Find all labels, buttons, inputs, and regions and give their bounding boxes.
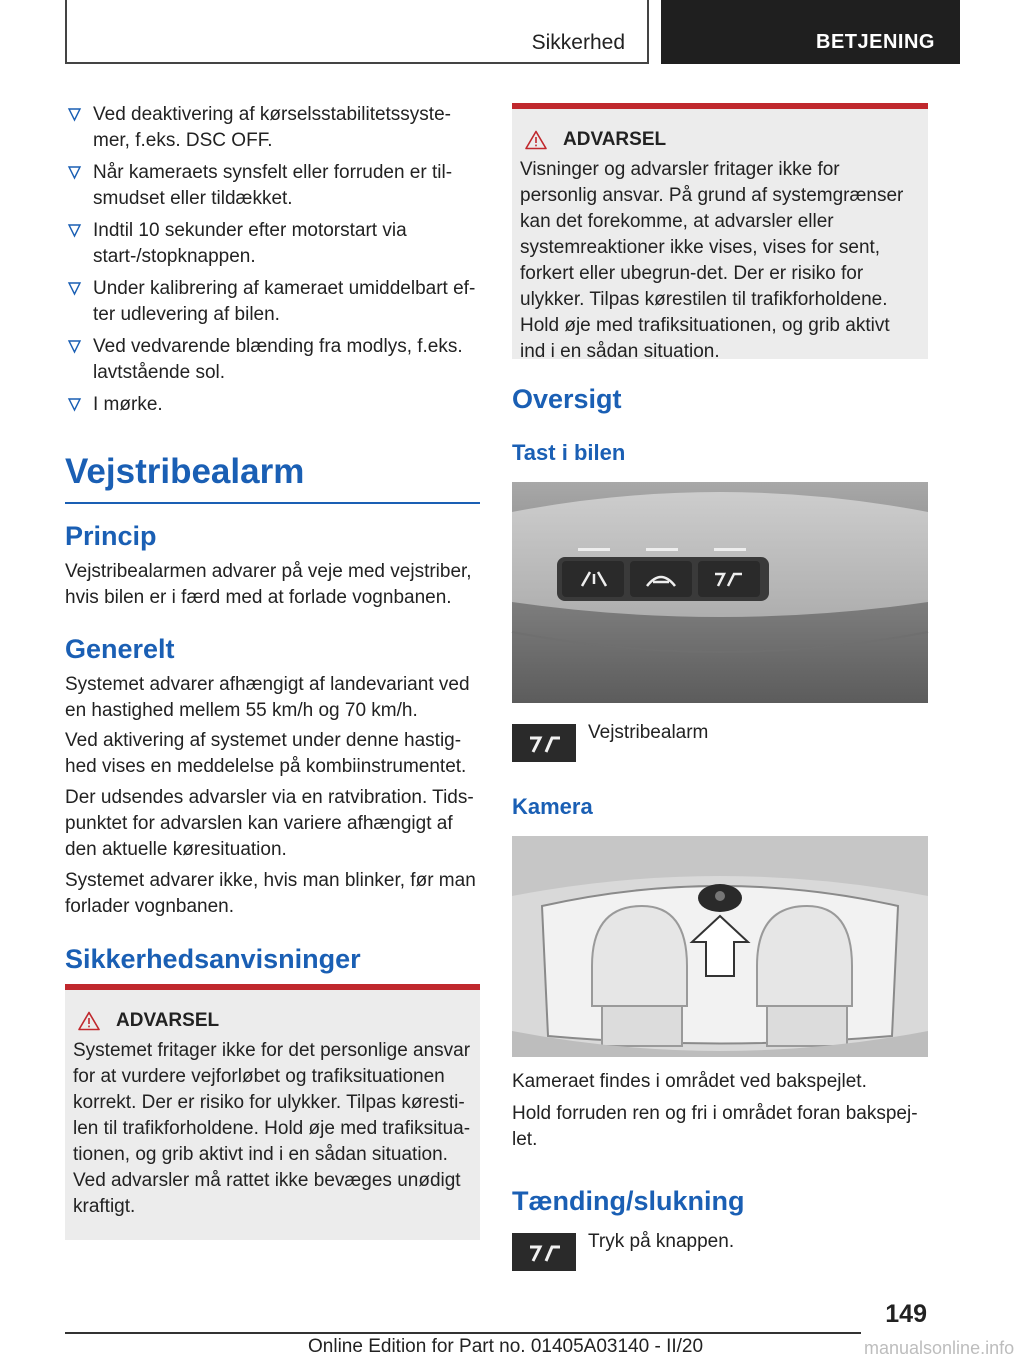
general-heading: Generelt <box>65 634 175 664</box>
button-panel-photo <box>512 482 928 703</box>
list-item <box>65 334 480 386</box>
list-item <box>65 392 480 418</box>
list-item-text: Når kameraets synsfelt eller forruden er til-smudset eller tildækket. <box>93 162 453 209</box>
camera-image <box>512 836 928 1057</box>
onoff-text: Tryk på knappen. <box>588 1231 735 1252</box>
camera-text: Kameraet findes i området ved bakspejlet. <box>512 1071 867 1092</box>
warning-box <box>65 984 480 1240</box>
safety-heading: Sikkerhedsanvisninger <box>65 944 361 974</box>
general-paragraph: Ved aktivering af systemet under denne hastig-hed vises en meddelelse på kombiinstrumentet. <box>65 730 467 777</box>
warning-header <box>73 1010 472 1032</box>
list-item <box>65 102 480 154</box>
triangle-bullet-icon <box>68 108 81 121</box>
general-paragraph: Der udsendes advarsler via en ratvibration. Tids-punktet for advarslen kan variere afhængigt af den aktuelle køresituation. <box>65 787 474 860</box>
warning-triangle-icon <box>525 130 547 150</box>
triangle-bullet-icon <box>68 282 81 295</box>
list-item-text: Under kalibrering af kameraet umiddelbart ef-ter udlevering af bilen. <box>93 278 476 325</box>
general-paragraph: Systemet advarer ikke, hvis man blinker, før man forlader vognbanen. <box>65 870 476 917</box>
button-panel-image <box>512 482 928 703</box>
list-item-text: Ved vedvarende blænding fra modlys, f.eks. lavtstående sol. <box>93 336 463 383</box>
warning-header <box>520 129 920 151</box>
header-chapter-label: BETJENING <box>816 31 935 53</box>
triangle-bullet-icon <box>68 224 81 237</box>
header-box <box>65 0 649 64</box>
warning-text: Systemet fritager ikke for det personlige ansvar for at vurdere vejforløbet og trafiksituationen korrekt. Der er risiko for ulykker. Tilpas køresti-len til trafikforholdene. Hold øje med trafiksitua-tionen, og grib aktivt ind i en sådan situation. Ved advarsler må rattet ikke bevæges unødigt kraftigt. <box>73 1040 471 1217</box>
overview-heading: Oversigt <box>512 384 622 414</box>
lane-departure-button-icon <box>512 1233 576 1271</box>
button-caption: Vejstribealarm <box>588 722 709 743</box>
warning-box <box>512 103 928 362</box>
camera-photo <box>512 836 928 1057</box>
watermark: manualsonline.info <box>864 1338 1014 1358</box>
onoff-heading: Tænding/slukning <box>512 1186 745 1216</box>
triangle-bullet-icon <box>68 398 81 411</box>
footer-divider <box>65 1332 861 1334</box>
chapter-title: Vejstribealarm <box>65 452 480 504</box>
header-chapter-tab <box>661 0 960 64</box>
lane-departure-button-icon <box>512 724 576 762</box>
page-number: 149 <box>885 1300 927 1328</box>
list-item <box>65 218 480 270</box>
principle-heading: Princip <box>65 521 157 551</box>
list-item <box>65 276 480 328</box>
principle-text: Vejstribealarmen advarer på veje med vejstriber, hvis bilen er i færd med at forlade vognbanen. <box>65 561 472 608</box>
list-item <box>65 160 480 212</box>
list-item-text: Ved deaktivering af kørselsstabilitetssyste-mer, f.eks. DSC OFF. <box>93 104 451 151</box>
warning-triangle-icon <box>78 1011 100 1031</box>
list-item-text: I mørke. <box>93 394 163 415</box>
list-item-text: Indtil 10 sekunder efter motorstart via start-/stopknappen. <box>93 220 407 267</box>
header-section-title: Sikkerhed <box>531 31 625 54</box>
warning-label: ADVARSEL <box>116 1010 220 1031</box>
triangle-bullet-icon <box>68 166 81 179</box>
footer-edition: Online Edition for Part no. 01405A03140 - II/20 <box>308 1336 704 1357</box>
button-heading: Tast i bilen <box>512 440 626 465</box>
condition-list <box>65 102 480 424</box>
general-paragraph: Systemet advarer afhængigt af landevariant ved en hastighed mellem 55 km/h og 70 km/h. <box>65 674 470 721</box>
warning-text: Visninger og advarsler fritager ikke for personlig ansvar. På grund af systemgrænser kan det forekomme, at advarsler eller systemreaktioner ikke vises, vises for sent, forkert eller ubegrun-det. Der er risiko for ulykker. Tilpas kørestilen til trafikforholdene. Hold øje med trafiksituationen, og grib aktivt ind i en sådan situation. <box>520 159 904 362</box>
triangle-bullet-icon <box>68 340 81 353</box>
camera-text: Hold forruden ren og fri i området foran bakspej-let. <box>512 1103 918 1150</box>
warning-label: ADVARSEL <box>563 129 667 150</box>
camera-heading: Kamera <box>512 794 593 819</box>
